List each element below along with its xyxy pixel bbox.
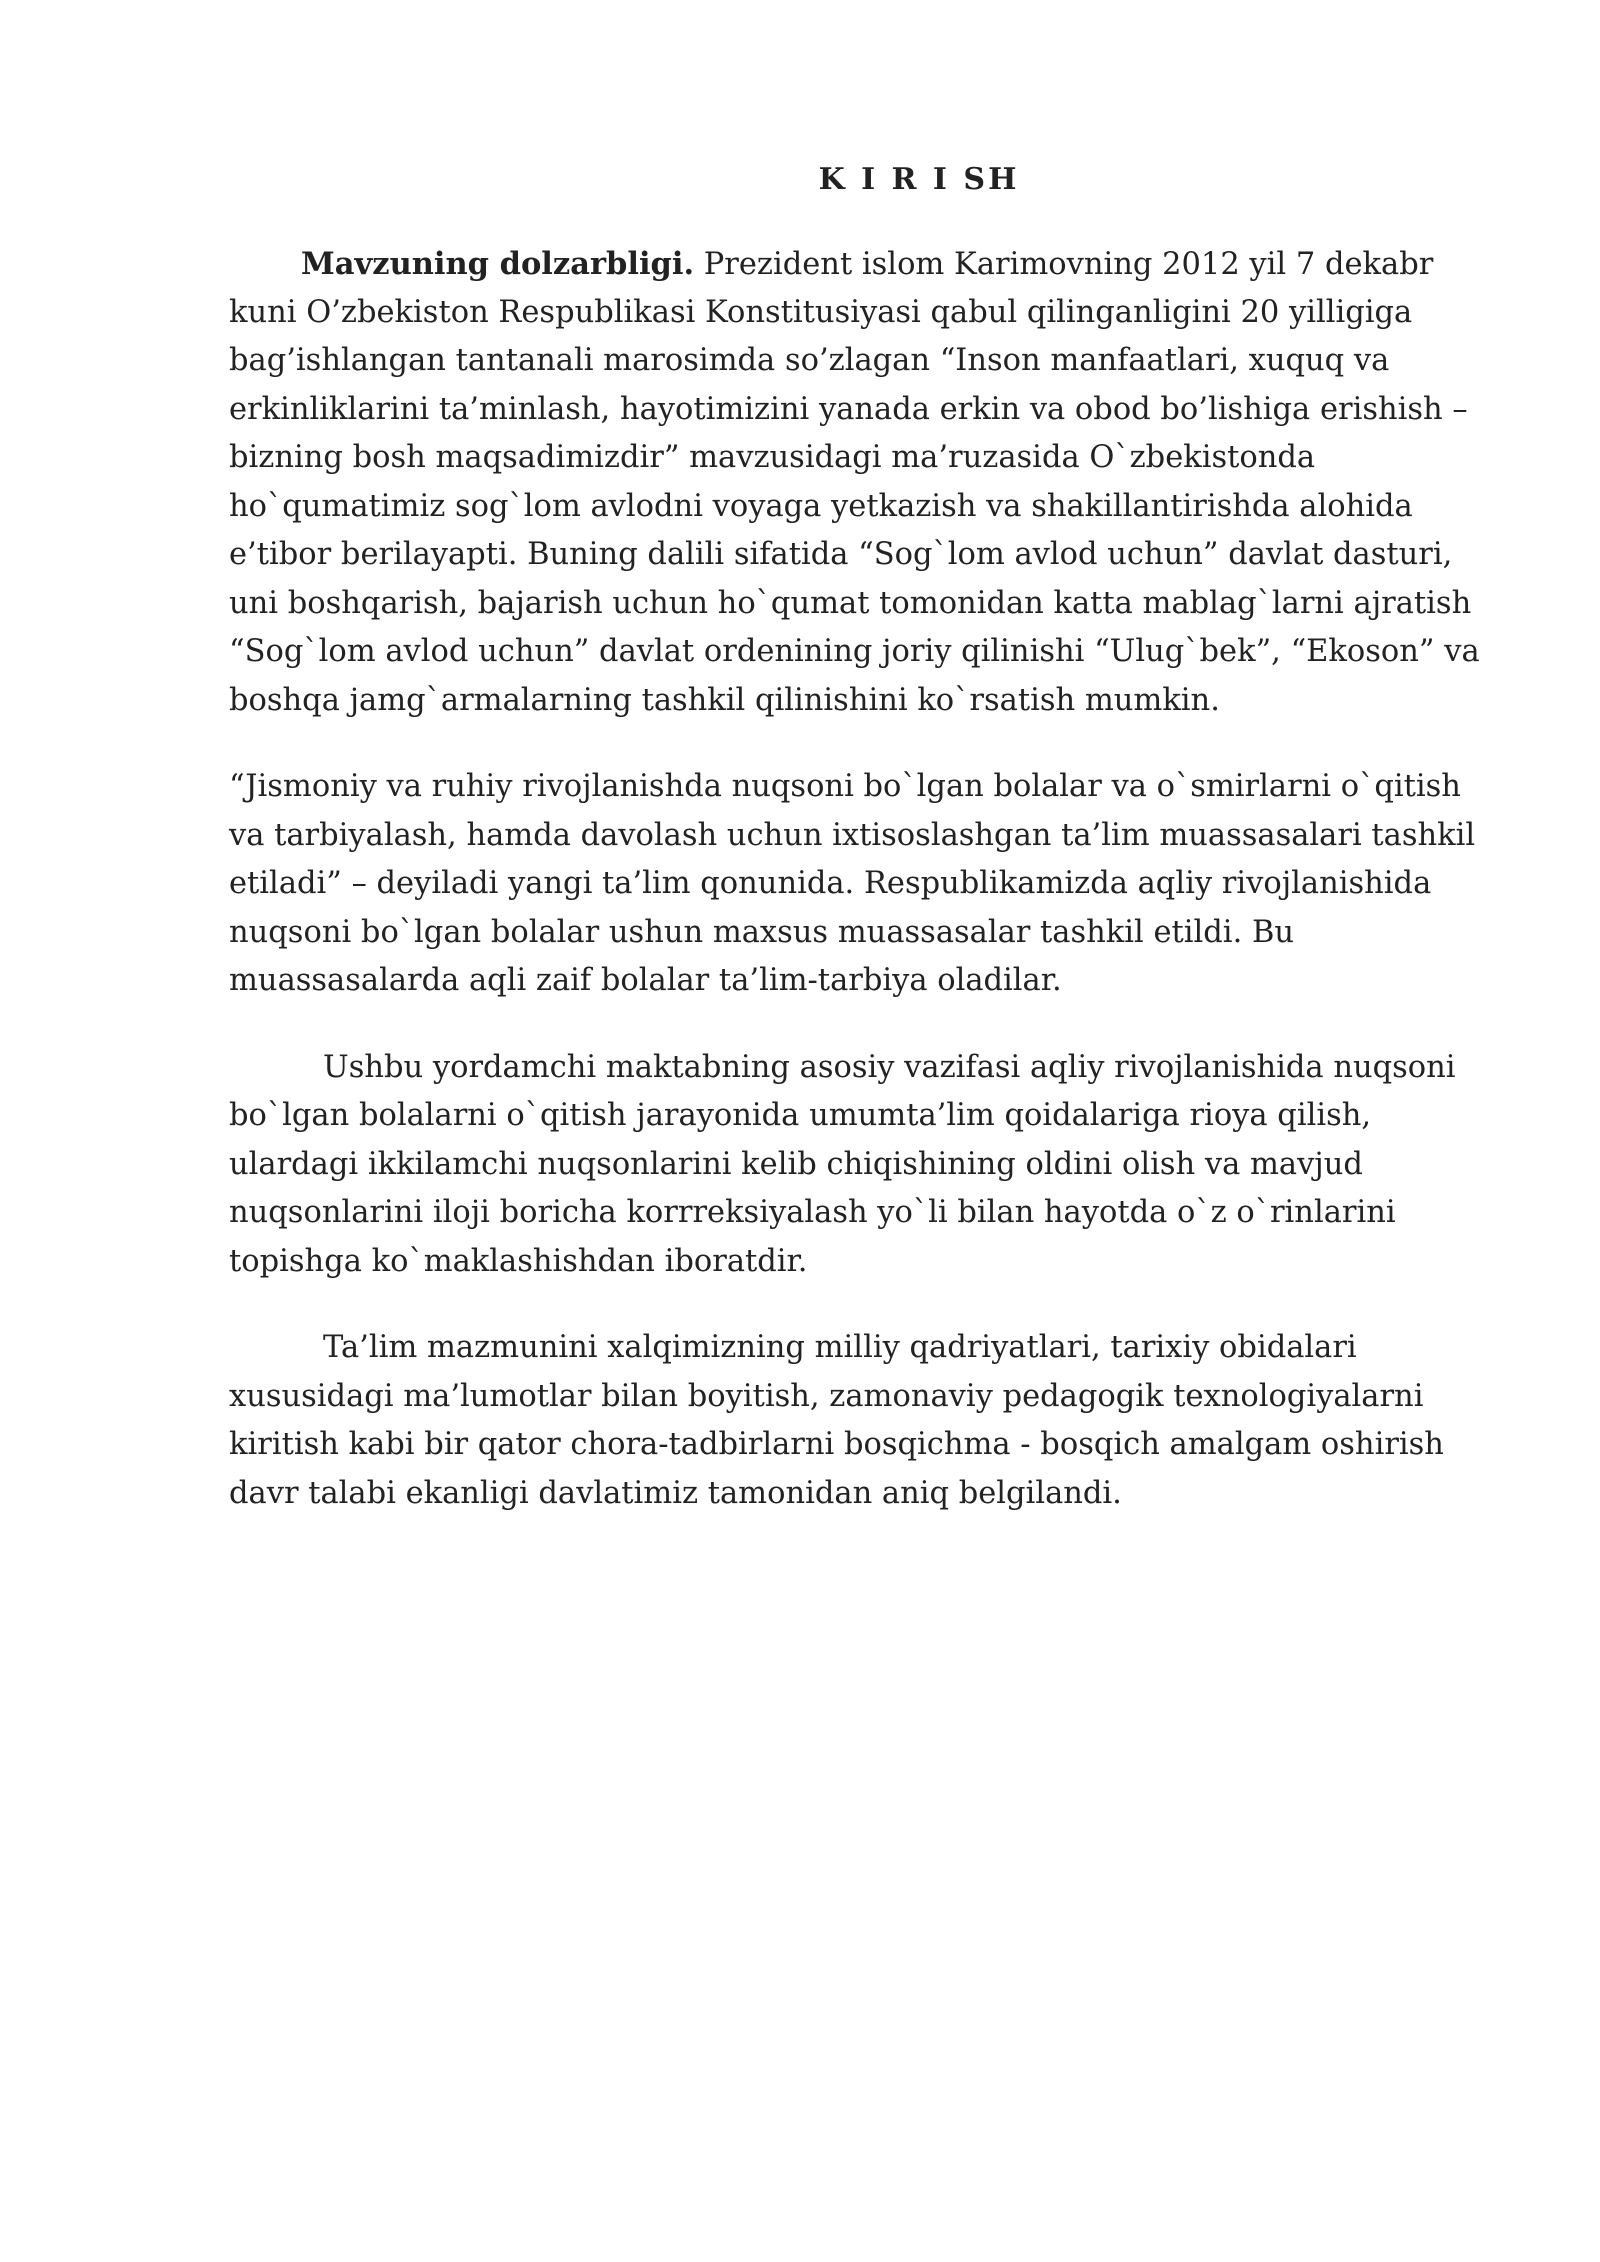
paragraph-line: Ta’lim mazmunini xalqimizning milliy qadriyatlari, tarixiy obidalari [323, 1330, 1357, 1365]
paragraph-line: e’tibor berilayapti. Buning dalili sifatida “Sog`lom avlod uchun” davlat dasturi, [229, 537, 1453, 572]
paragraph-education-content [229, 1324, 1489, 1518]
paragraph-line: etiladi” – deyiladi yangi ta’lim qonunida. Respublikamizda aqliy rivojlanishida [229, 866, 1432, 901]
paragraph-line: bizning bosh maqsadimizdir” mavzusidagi ma’ruzasida O`zbekistonda [229, 440, 1316, 475]
paragraph-line: ho`qumatimiz sog`lom avlodni voyaga yetkazish va shakillantirishda alohida [229, 488, 1413, 524]
paragraph-line: muassasalarda aqli zaif bolalar ta’lim-tarbiya oladilar. [229, 963, 1062, 998]
paragraph-text: Prezident islom Karimovning 2012 yil 7 dekabr [694, 247, 1434, 282]
paragraph-line: kuni O’zbekiston Respublikasi Konstitusiyasi qabul qilinganligini 20 yilligiga [229, 294, 1413, 330]
paragraph-line: ulardagi ikkilamchi nuqsonlarini kelib chiqishining oldini olish va mavjud [229, 1146, 1363, 1182]
paragraph-line: davr talabi ekanligi davlatimiz tamonidan aniq belgilandi. [229, 1475, 1122, 1511]
paragraph-line: va tarbiyalash, hamda davolash uchun ixtisoslashgan ta’lim muassasalari tashkil [229, 817, 1476, 853]
paragraph-relevance [229, 240, 1489, 725]
paragraph-line: boshqa jamg`armalarning tashkil qilinishini ko`rsatish mumkin. [229, 682, 1220, 718]
document-body [229, 160, 1489, 1556]
paragraph-line: Ushbu yordamchi maktabning asosiy vazifasi aqliy rivojlanishida nuqsoni [323, 1049, 1456, 1085]
paragraph-line: uni boshqarish, bajarish uchun ho`qumat tomonidan katta mablag`larni ajratish [229, 585, 1472, 621]
paragraph-line: erkinliklarini ta’minlash, hayotimizini yanada erkin va obod bo’lishiga erishish – [229, 391, 1468, 427]
paragraph-line: xususidagi ma’lumotlar bilan boyitish, zamonaviy pedagogik texnologiyalarni [229, 1378, 1424, 1414]
paragraph-line [229, 240, 1489, 289]
paragraph-line: kiritish kabi bir qator chora-tadbirlarni bosqichma - bosqich amalgam oshirish [229, 1427, 1444, 1462]
page-title: K I R I SH [818, 162, 1020, 197]
paragraph-line: “Jismoniy va ruhiy rivojlanishda nuqsoni bo`lgan bolalar va o`smirlarni o`qitish [229, 769, 1461, 804]
paragraph-line: topishga ko`maklashishdan iboratdir. [229, 1243, 808, 1279]
paragraph-line: nuqsonlarini iloji boricha korrreksiyalash yo`li bilan hayotda o`z o`rinlarini [229, 1195, 1396, 1230]
paragraph-line: “Sog`lom avlod uchun” davlat ordenining joriy qilinishi “Ulug`bek”, “Ekoson” va [229, 634, 1480, 669]
paragraph-line: nuqsoni bo`lgan bolalar ushun maxsus muassasalar tashkil etildi. Bu [229, 914, 1295, 950]
paragraph-law-quote [229, 763, 1489, 1006]
paragraph-school-task [229, 1044, 1489, 1287]
paragraph-line: bag’ishlangan tantanali marosimda so’zlagan “Inson manfaatlari, xuquq va [229, 343, 1390, 378]
paragraph-lead: Mavzuning dolzarbligi. [301, 246, 695, 282]
paragraph-line: bo`lgan bolalarni o`qitish jarayonida umumta’lim qoidalariga rioya qilish, [229, 1098, 1372, 1133]
